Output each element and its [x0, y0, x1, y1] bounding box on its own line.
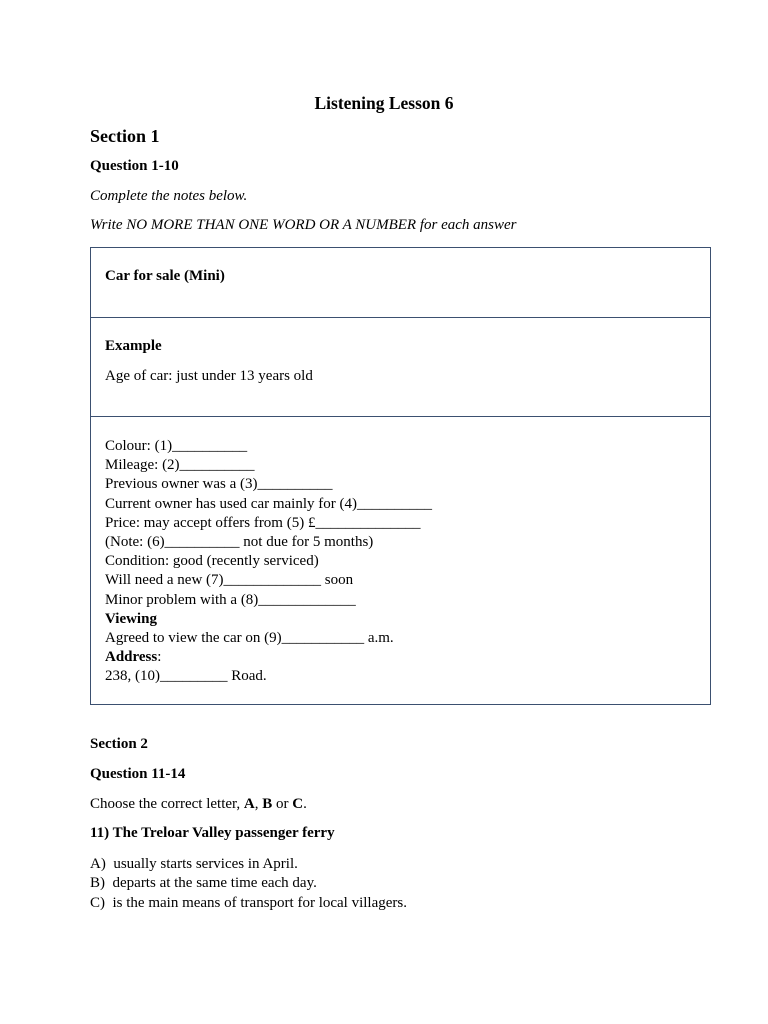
example-cell	[91, 318, 710, 417]
question-range-2: Question 11-14	[90, 766, 186, 782]
section-1-heading: Section 1	[90, 126, 160, 146]
note-line-address: 238, (10)_________ Road.	[105, 668, 267, 685]
note-line-current-owner: Current owner has used car mainly for (4)__________	[105, 495, 432, 512]
notes-lines	[105, 437, 432, 687]
section-2-heading: Section 2	[90, 736, 148, 752]
notes-header: Car for sale (Mini)	[105, 268, 225, 284]
notes-header-cell	[91, 248, 710, 318]
question-range-1: Question 1-10	[90, 158, 179, 174]
option-c: C) is the main means of transport for local villagers.	[90, 894, 407, 911]
choose-suffix: .	[303, 796, 307, 812]
option-b: B) departs at the same time each day.	[90, 875, 317, 892]
note-line-colour: Colour: (1)__________	[105, 438, 248, 454]
note-line-note: (Note: (6)__________ not due for 5 months)	[105, 534, 374, 551]
note-line-previous-owner: Previous owner was a (3)__________	[105, 476, 333, 493]
address-label: Address	[105, 649, 158, 666]
choose-instruction	[90, 796, 307, 813]
question-11-options	[90, 855, 407, 913]
example-text: Age of car: just under 13 years old	[105, 368, 313, 384]
letter-c: C	[292, 796, 304, 812]
note-line-condition: Condition: good (recently serviced)	[105, 553, 319, 570]
notes-body-cell	[91, 417, 710, 705]
note-line-will-need: Will need a new (7)_____________ soon	[105, 572, 354, 589]
page-title: Listening Lesson 6	[314, 93, 454, 113]
example-label: Example	[105, 338, 162, 354]
instruction-word-limit: Write NO MORE THAN ONE WORD OR A NUMBER for each answer	[90, 217, 517, 233]
note-line-mileage: Mileage: (2)__________	[105, 457, 255, 474]
choose-prefix: Choose the correct letter,	[90, 796, 244, 812]
note-line-view-date: Agreed to view the car on (9)___________ a.m.	[105, 630, 394, 647]
address-line	[105, 648, 432, 667]
letter-a: A	[243, 796, 255, 812]
instruction-complete-notes: Complete the notes below.	[90, 188, 248, 204]
option-a: A) usually starts services in April.	[90, 856, 298, 872]
choose-sep-1: ,	[254, 796, 263, 812]
choose-sep-2: or	[272, 796, 293, 812]
address-colon: :	[157, 649, 162, 666]
letter-b: B	[262, 796, 273, 812]
notes-table	[90, 247, 711, 705]
note-line-minor-problem: Minor problem with a (8)_____________	[105, 591, 356, 608]
note-line-price: Price: may accept offers from (5) £______________	[105, 514, 421, 531]
question-11: 11) The Treloar Valley passenger ferry	[90, 825, 335, 841]
viewing-heading: Viewing	[105, 610, 157, 627]
